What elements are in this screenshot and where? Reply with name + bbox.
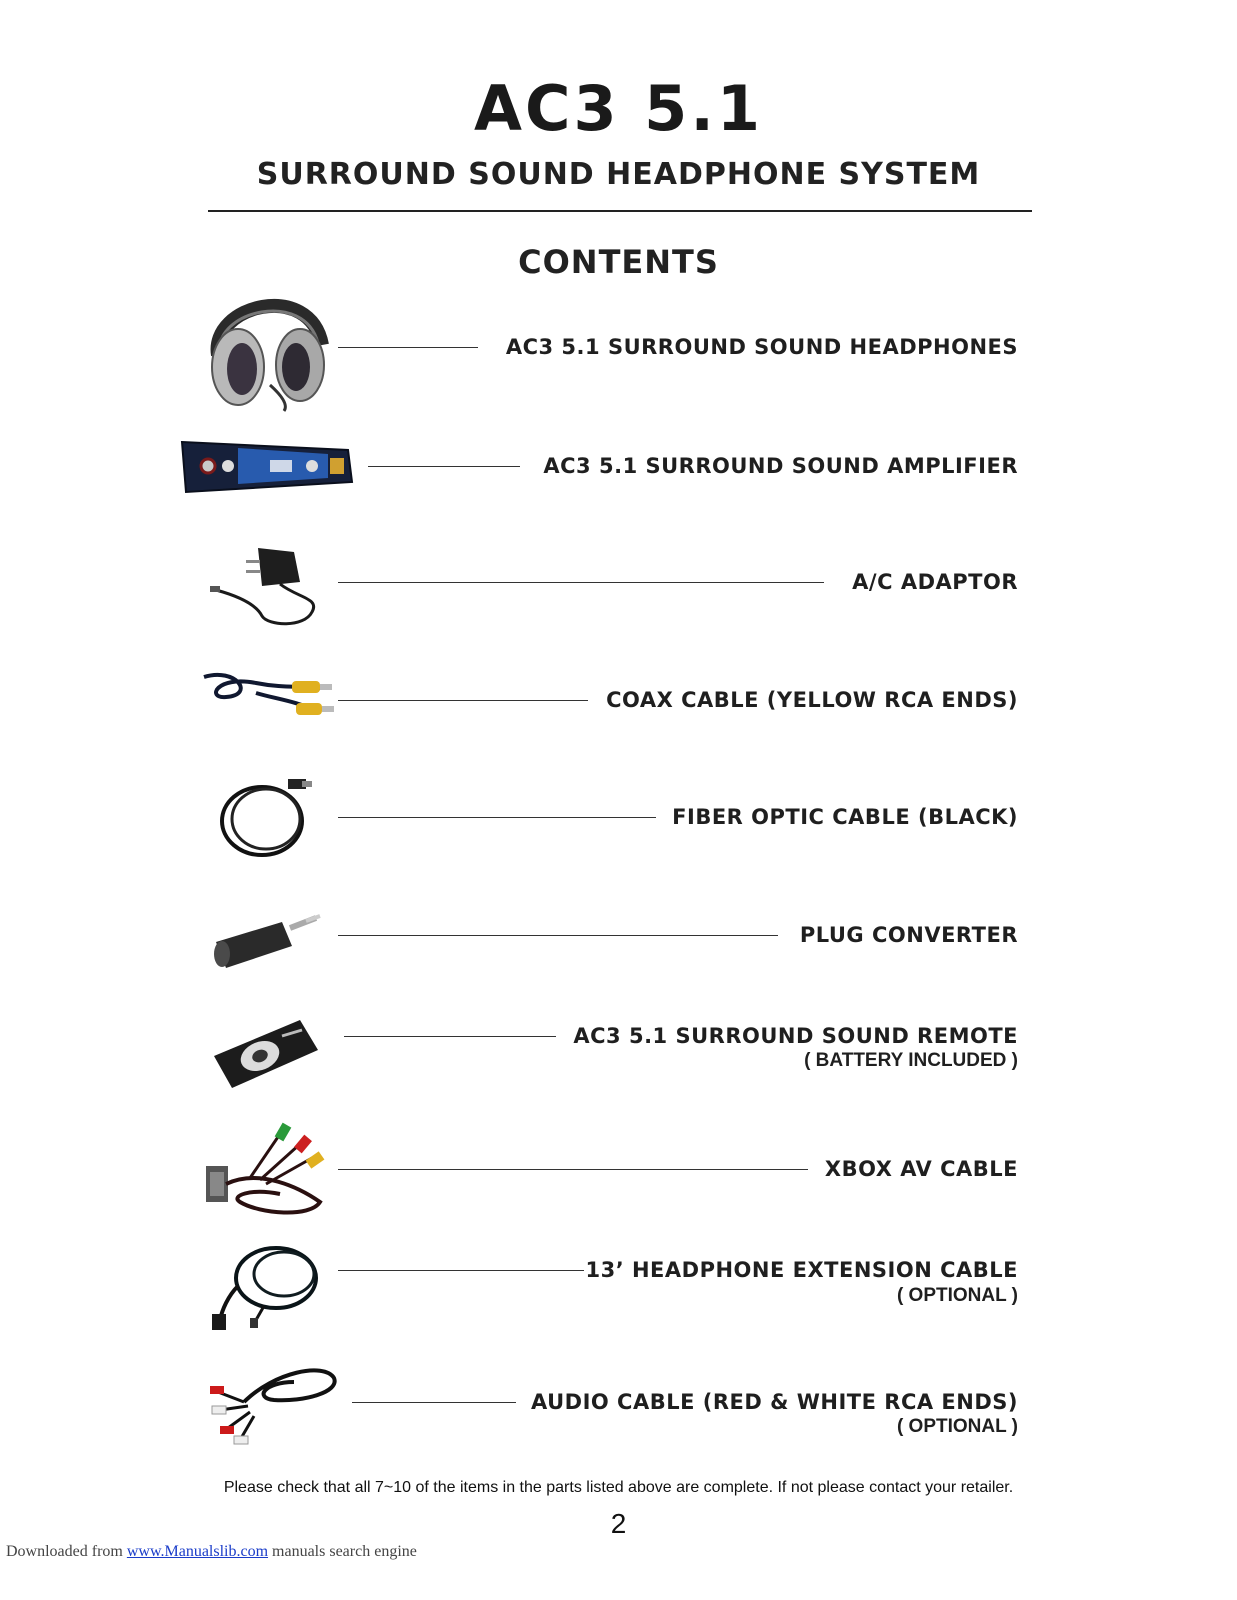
list-item <box>0 775 1237 895</box>
list-item <box>0 1240 1237 1360</box>
item-note: ( BATTERY INCLUDED ) <box>804 1050 1018 1071</box>
list-item <box>0 1118 1237 1238</box>
xbox-av-cable-icon <box>200 1118 330 1222</box>
section-heading: CONTENTS <box>518 243 719 281</box>
manualslib-link[interactable]: www.Manualslib.com <box>126 1543 269 1560</box>
item-note: ( OPTIONAL ) <box>896 1416 1018 1437</box>
remote-icon <box>210 1016 322 1092</box>
item-label: AC3 5.1 SURROUND SOUND AMPLIFIER <box>543 454 1018 478</box>
footer-note: Please check that all 7~10 of the items in the parts listed above are complete. If not please contact your retailer. <box>223 1479 1014 1496</box>
leader-line <box>338 817 656 818</box>
leader-line <box>352 1402 516 1403</box>
extension-cable-icon <box>204 1240 326 1332</box>
fiber-optic-cable-icon <box>216 775 316 861</box>
leader-line <box>338 700 588 701</box>
list-item <box>0 1012 1237 1132</box>
audio-cable-icon <box>204 1362 340 1446</box>
item-label: A/C ADAPTOR <box>852 570 1018 594</box>
list-item <box>0 900 1237 1020</box>
list-item <box>0 430 1237 550</box>
leader-line <box>338 582 824 583</box>
item-label: FIBER OPTIC CABLE (BLACK) <box>672 805 1018 829</box>
leader-line <box>368 466 520 467</box>
header-divider <box>208 210 1032 212</box>
item-label: AUDIO CABLE (RED & WHITE RCA ENDS) <box>530 1390 1018 1414</box>
amplifier-icon <box>178 432 356 496</box>
page-subtitle: SURROUND SOUND HEADPHONE SYSTEM <box>256 157 981 192</box>
item-label: COAX CABLE (YELLOW RCA ENDS) <box>606 688 1018 712</box>
list-item <box>0 538 1237 658</box>
list-item <box>0 285 1237 405</box>
leader-line <box>338 935 778 936</box>
leader-line <box>338 1270 584 1271</box>
item-label: XBOX AV CABLE <box>824 1157 1018 1181</box>
leader-line <box>338 1169 808 1170</box>
ac-adaptor-icon <box>208 538 324 630</box>
item-label: 13’ HEADPHONE EXTENSION CABLE <box>585 1258 1018 1282</box>
download-prefix: Downloaded from <box>6 1543 123 1560</box>
download-suffix: manuals search engine <box>272 1543 417 1560</box>
item-label: PLUG CONVERTER <box>799 923 1018 947</box>
leader-line <box>344 1036 556 1037</box>
list-item <box>0 665 1237 785</box>
plug-converter-icon <box>210 906 322 970</box>
coax-cable-icon <box>196 665 338 731</box>
item-label: AC3 5.1 SURROUND SOUND HEADPHONES <box>505 335 1018 359</box>
item-note: ( OPTIONAL ) <box>896 1285 1018 1306</box>
headphones-icon <box>200 285 330 413</box>
page-number: 2 <box>610 1508 627 1539</box>
download-credit <box>6 1543 417 1561</box>
leader-line <box>338 347 478 348</box>
item-label: AC3 5.1 SURROUND SOUND REMOTE <box>573 1024 1018 1048</box>
page-title: AC3 5.1 <box>473 72 764 145</box>
list-item <box>0 1362 1237 1482</box>
